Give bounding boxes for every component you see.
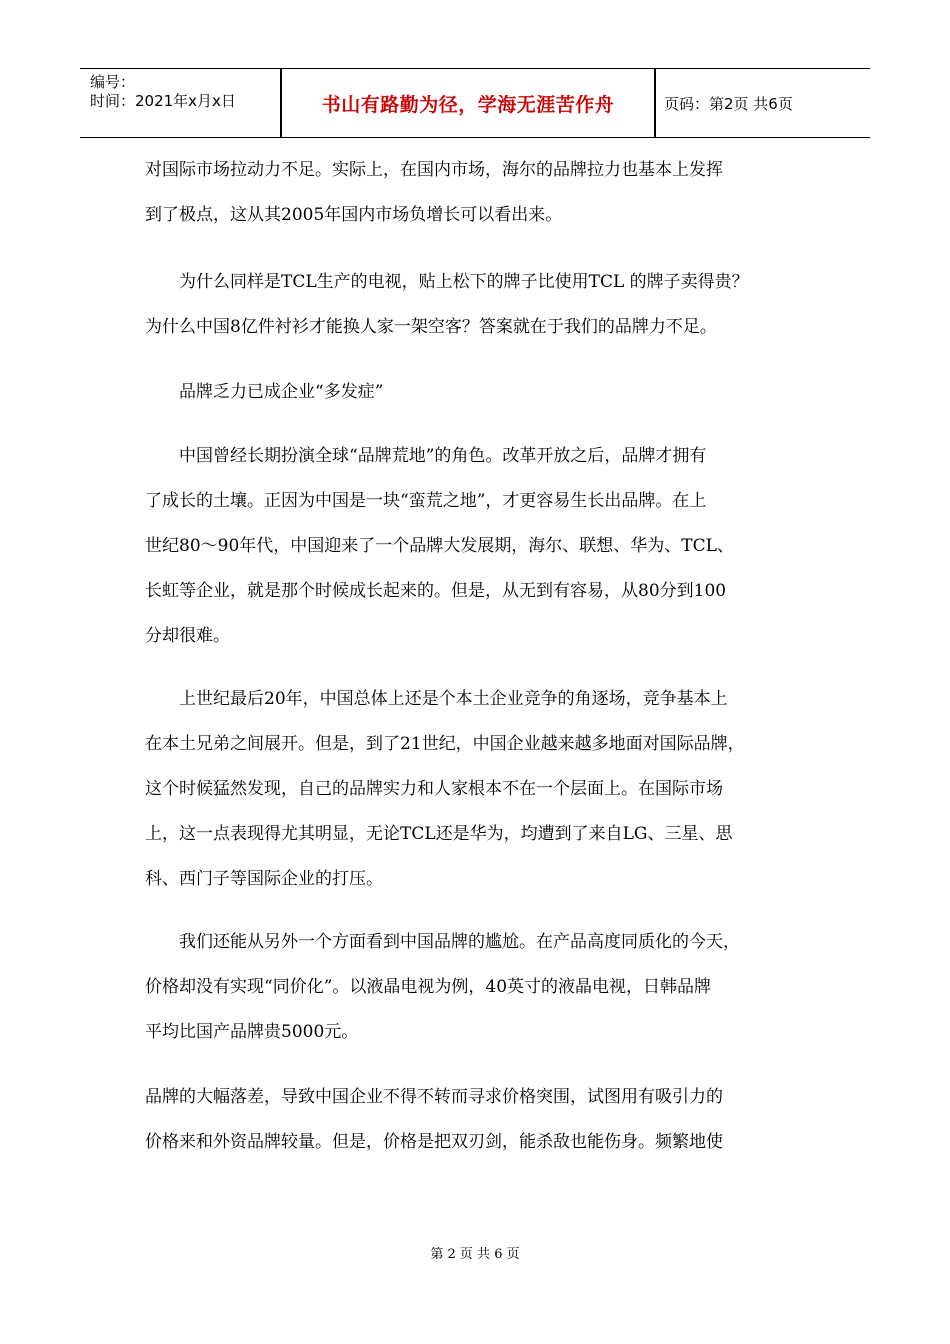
text-line: 对国际市场拉动力不足。实际上，在国内市场，海尔的品牌拉力也基本上发挥: [145, 160, 723, 180]
text-line: 品牌的大幅落差，导致中国企业不得不转而寻求价格突围，试图用有吸引力的: [145, 1087, 723, 1107]
paragraph: [145, 260, 805, 350]
document-date-label: 时间：2021年x月x日: [90, 92, 236, 110]
text-line: 了成长的土壤。正因为中国是一块“蛮荒之地”，才更容易生长出品牌。在上: [145, 491, 707, 511]
page-footer: 第 2 页 共 6 页: [430, 1247, 520, 1262]
document-number-label: 编号：: [90, 73, 136, 91]
text-line: 长虹等企业，就是那个时候成长起来的。但是，从无到有容易，从80分到100: [145, 581, 727, 601]
text-line: 到了极点，这从其2005年国内市场负增长可以看出来。: [145, 205, 563, 225]
text-line: 平均比国产品牌贵5000元。: [145, 1022, 359, 1042]
text-line: 上，这一点表现得尤其明显，无论TCL还是华为，均遭到了来自LG、三星、思: [145, 824, 733, 844]
text-line: 这个时候猛然发现，自己的品牌实力和人家根本不在一个层面上。在国际市场: [145, 779, 723, 799]
paragraph: [145, 434, 805, 659]
text-line: 上世纪最后20年，中国总体上还是个本土企业竞争的角逐场，竞争基本上: [145, 689, 728, 709]
text-line: 世纪80～90年代，中国迎来了一个品牌大发展期，海尔、联想、华为、TCL、: [145, 536, 734, 556]
text-line: 在本土兄弟之间展开。但是，到了21世纪，中国企业越来越多地面对国际品牌，: [145, 734, 745, 754]
section-heading: [145, 370, 805, 415]
text-line: 价格来和外资品牌较量。但是，价格是把双刃剑，能杀敌也能伤身。频繁地使: [145, 1132, 723, 1152]
text-line: 中国曾经长期扮演全球“品牌荒地”的角色。改革开放之后，品牌才拥有: [145, 446, 707, 466]
header-page-info: 页码：第2页 共6页: [664, 94, 793, 113]
text-line: 为什么同样是TCL生产的电视，贴上松下的牌子比使用TCL 的牌子卖得贵？: [145, 272, 749, 292]
text-line: 分却很难。: [145, 626, 230, 646]
paragraph: [145, 677, 805, 902]
text-line: 品牌乏力已成企业“多发症”: [145, 382, 384, 402]
header-motto: 书山有路勤为径，学海无涯苦作舟: [321, 93, 615, 116]
text-line: 科、西门子等国际企业的打压。: [145, 869, 383, 889]
paragraph: [145, 148, 805, 238]
page-header: [80, 68, 870, 138]
header-divider: [654, 69, 656, 137]
paragraph: [145, 920, 805, 1055]
text-line: 我们还能从另外一个方面看到中国品牌的尴尬。在产品高度同质化的今天，: [145, 932, 740, 952]
header-meta: [90, 73, 280, 111]
paragraph: [145, 1075, 805, 1165]
text-line: 为什么中国8亿件衬衫才能换人家一架空客？答案就在于我们的品牌力不足。: [145, 317, 717, 337]
text-line: 价格却没有实现“同价化”。以液晶电视为例，40英寸的液晶电视，日韩品牌: [145, 977, 712, 997]
